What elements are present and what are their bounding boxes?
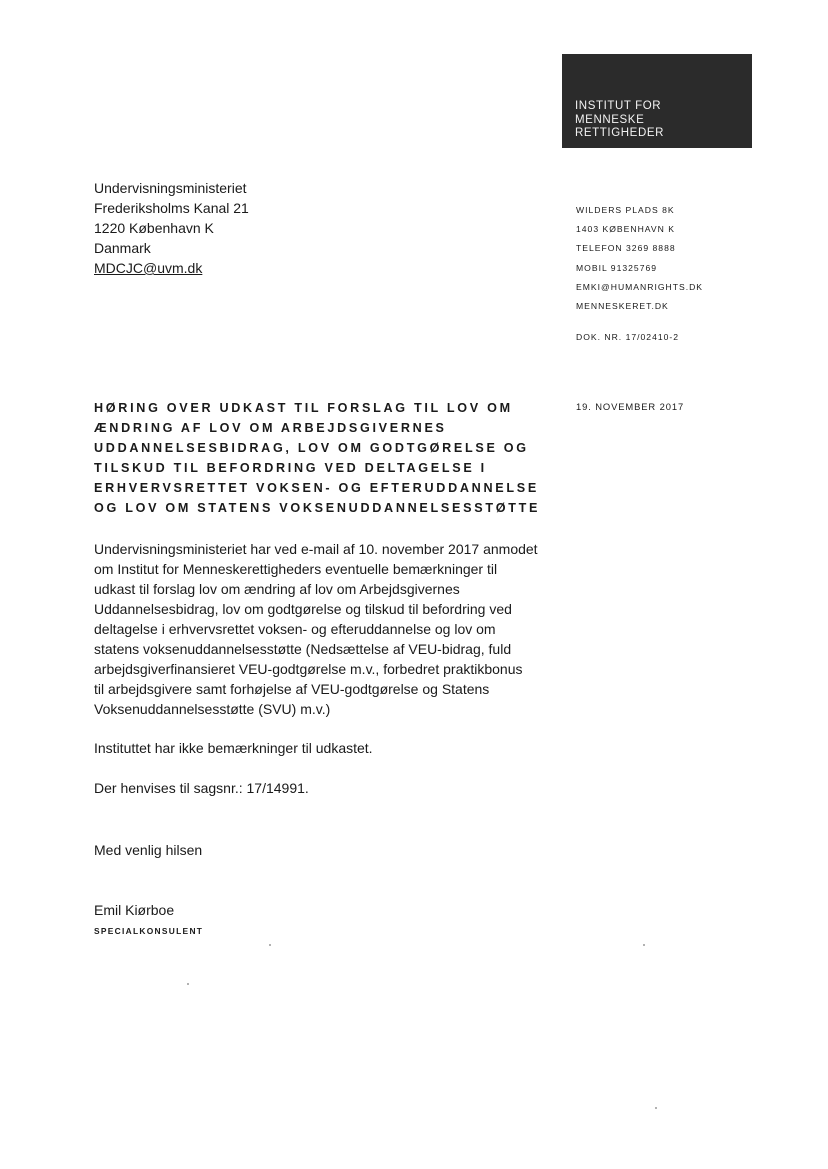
recipient-email-link[interactable]: MDCJC@uvm.dk: [94, 260, 203, 276]
title-line: TILSKUD TIL BEFORDRING VED DELTAGELSE I: [94, 461, 487, 476]
logo-line: INSTITUT FOR: [575, 100, 662, 112]
title-line: OG LOV OM STATENS VOKSENUDDANNELSESSTØTTE: [94, 501, 541, 516]
scan-speck: [643, 944, 645, 946]
body-line: statens voksenuddannelsesstøtte (Nedsættelse af VEU-bidrag, fuld: [94, 641, 512, 657]
case-reference-paragraph: Der henvises til sagsnr.: 17/14991.: [94, 780, 309, 796]
sender-mobile: MOBIL 91325769: [576, 262, 658, 273]
scan-speck: [655, 1107, 657, 1109]
scan-speck: [187, 983, 189, 985]
title-line: UDDANNELSESBIDRAG, LOV OM GODTGØRELSE OG: [94, 441, 529, 456]
signer-name: Emil Kiørboe: [94, 902, 175, 918]
letter-date: 19. NOVEMBER 2017: [576, 401, 685, 412]
body-line: om Institut for Menneskerettigheders eventuelle bemærkninger til: [94, 561, 498, 577]
no-remarks-paragraph: Instituttet har ikke bemærkninger til udkastet.: [94, 740, 373, 756]
sender-website: MENNESKERET.DK: [576, 301, 669, 312]
body-line: Undervisningsministeriet har ved e-mail af 10. november 2017 anmodet: [94, 541, 538, 557]
recipient-street: Frederiksholms Kanal 21: [94, 200, 249, 216]
title-line: ÆNDRING AF LOV OM ARBEJDSGIVERNES: [94, 421, 447, 436]
recipient-country: Danmark: [94, 240, 151, 256]
closing-greeting: Med venlig hilsen: [94, 842, 203, 858]
document-number: DOK. NR. 17/02410-2: [576, 332, 680, 342]
letter-title: [94, 398, 540, 519]
sender-city: 1403 KØBENHAVN K: [576, 224, 675, 235]
sender-contact-block: [576, 201, 703, 316]
title-line: ERHVERVSRETTET VOKSEN- OG EFTERUDDANNELSE: [94, 481, 539, 496]
sender-phone: TELEFON 3269 8888: [576, 243, 676, 254]
logo-line: RETTIGHEDER: [575, 127, 665, 139]
scan-speck: [269, 944, 271, 946]
body-line: til arbejdsgivere samt forhøjelse af VEU-godtgørelse og Statens: [94, 681, 490, 697]
title-line: HØRING OVER UDKAST TIL FORSLAG TIL LOV OM: [94, 401, 513, 415]
body-line: Uddannelsesbidrag, lov om godtgørelse og tilskud til befordring ved: [94, 601, 512, 617]
institute-logo: [562, 54, 752, 148]
recipient-address-block: [94, 178, 249, 278]
body-line: Voksenuddannelsesstøtte (SVU) m.v.): [94, 701, 331, 717]
recipient-name: Undervisningsministeriet: [94, 180, 247, 196]
body-line: deltagelse i erhvervsrettet voksen- og efteruddannelse og lov om: [94, 621, 496, 637]
logo-line: MENNESKE: [575, 113, 645, 126]
signer-title: SPECIALKONSULENT: [94, 926, 204, 936]
body-line: udkast til forslag lov om ændring af lov om Arbejdsgivernes: [94, 581, 460, 597]
sender-address: WILDERS PLADS 8K: [576, 205, 675, 215]
body-paragraph: [94, 539, 574, 719]
sender-email: EMKI@HUMANRIGHTS.DK: [576, 281, 704, 292]
body-line: arbejdsgiverfinansieret VEU-godtgørelse m.v., forbedret praktikbonus: [94, 661, 523, 677]
recipient-city: 1220 København K: [94, 220, 214, 236]
